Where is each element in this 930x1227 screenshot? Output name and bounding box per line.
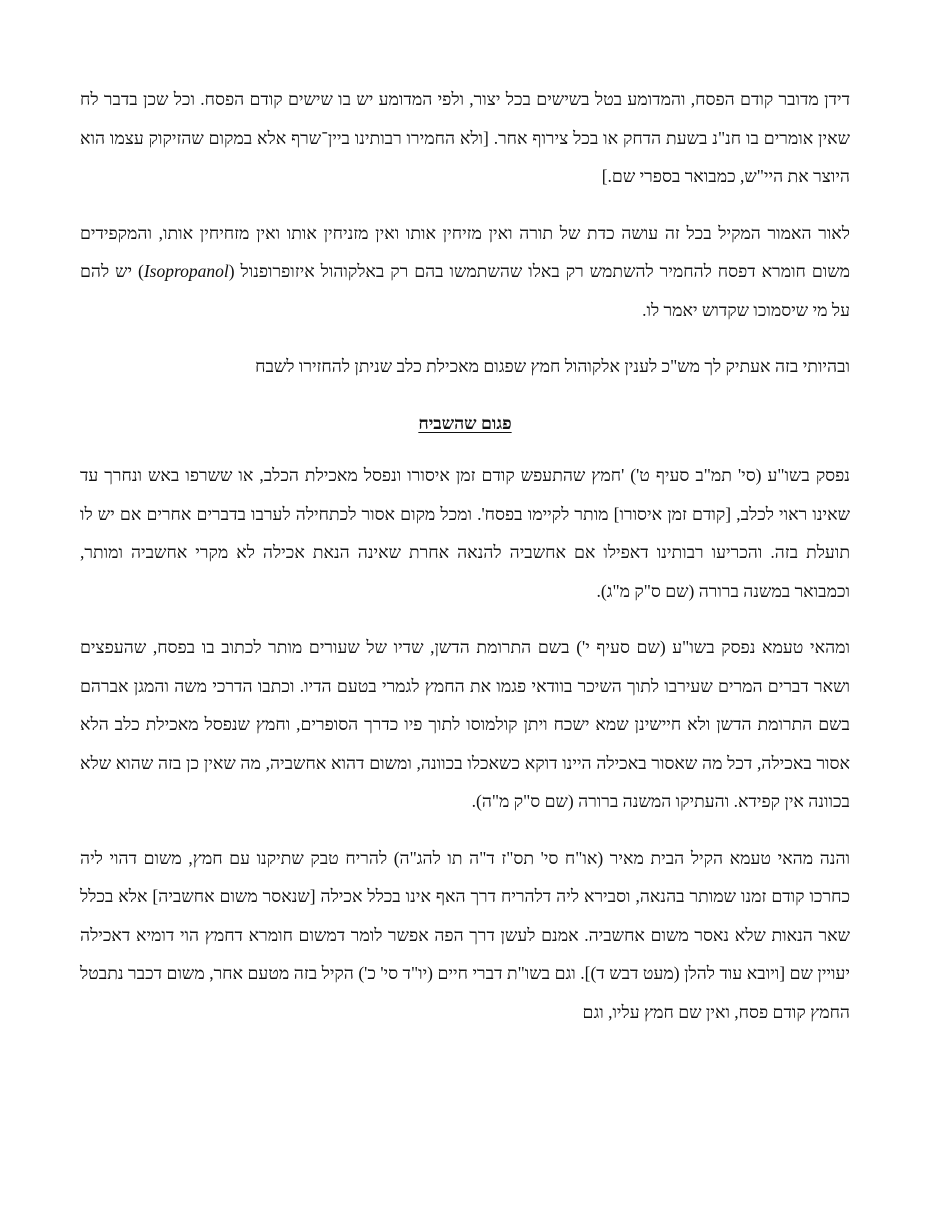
section-paragraph-3: והנה מהאי טעמא הקיל הבית מאיר (או"ח סי' תס"ז ד"ה תו להג"ה) להריח טבק שתיקנו עם חמץ, משום דהוי ליה כחרכו קודם זמנו שמותר בהנאה, וסבירא ליה דלהריח דרך האף אינו בכלל אכילה [שנאסר משום אחשביה] אלא בכלל שאר הנאות שלא נאסר משום אחשביה. אמנם לעשן דרך הפה אפשר לומר דמשום חומרא דחמץ הוי דומיא דאכילה יעויין שם [ויובא עוד להלן (מעט דבש ד)]. וגם בשו"ת דברי חיים (יו"ד סי' כ') הקיל בזה מטעם אחר, משום דכבר נתבטל החמץ קודם פסח, ואין שם חמץ עליו, וגם	[80, 847, 850, 1022]
section-heading: פגום שהשביח	[418, 412, 512, 433]
section-paragraph-2: ומהאי טעמא נפסק בשו"ע (שם סעיף י') בשם התרומת הדשן, שדיו של שעורים מותר לכתוב בו בפסח, שהעפצים ושאר דברים המרים שעירבו לתוך השיכר בוודאי פגמו את החמץ לגמרי בטעם הדיו. וכתבו הדרכי משה והמגן אברהם בשם התרומת הדשן ולא חיישינן שמא ישכח ויתן קולמוסו לתוך פיו כדרך הסופרים, וחמץ שנפסל מאכילת כלב הלא אסור באכילה, דכל מה שאסור באכילה היינו דוקא כשאכלו בכוונה, ומשום דהוא אחשביה, מה שאין כן בזה שהוא שלא בכוונה אין קפידא. והעתיקו המשנה ברורה (שם ס"ק מ"ה).	[80, 637, 850, 811]
paragraph-1: דידן מדובר קודם הפסח, והמדומע בטל בשישים בכל יצור, ולפי המדומע יש בו שישים קודם הפסח. וכל שכן בדבר לח שאין אומרים בו חנ"נ בשעת הדחק או בכל צירוף אחר. [ולא החמירו רבותינו ביין־שרף אלא במקום שהזיקוק עצמו הוא היוצר את היי"ש, כמבואר בספרי שם.]	[80, 89, 850, 186]
english-term: Isopropanol	[143, 261, 229, 281]
document-page	[80, 80, 850, 1049]
section-paragraph-1: נפסק בשו"ע (סי' תמ"ב סעיף ט') 'חמץ שהתעפש קודם זמן איסורו ונפסל מאכילת הכלב, או ששרפו באש ונחרך עד שאינו ראוי לכלב, [קודם זמן איסורו] מותר לקיימו בפסח'. ומכל מקום אסור לכתחילה לערבו בדברים אחרים אם יש לו תועלת בזה. והכריעו רבותינו דאפילו אם אחשביה להנאה אחרת שאינה הנאת אכילה לא מקרי אחשביה ומותר, וכמבואר במשנה ברורה (שם ס"ק מ"ג).	[80, 465, 850, 601]
paragraph-3: ובהיותי בזה אעתיק לך מש"כ לענין אלקוהול חמץ שפגום מאכילת כלב שניתן להחזירו לשבח	[255, 356, 850, 376]
paragraph-2-text: לאור האמור המקיל בכל זה עושה כדת של תורה ואין מזיחין אותו ואין מזניחין אותו ואין מזחיחין אותו, והמקפידים משום חומרא דפסח להחמיר להשתמש רק באלו שהשתמשו בהם רק באלקוהול איזופרופנול (	[80, 222, 850, 281]
paragraph-2	[80, 214, 850, 330]
paragraph-2-tail: ) יש להם על מי שיסמוכו שקדוש יאמר לו.	[80, 261, 850, 320]
